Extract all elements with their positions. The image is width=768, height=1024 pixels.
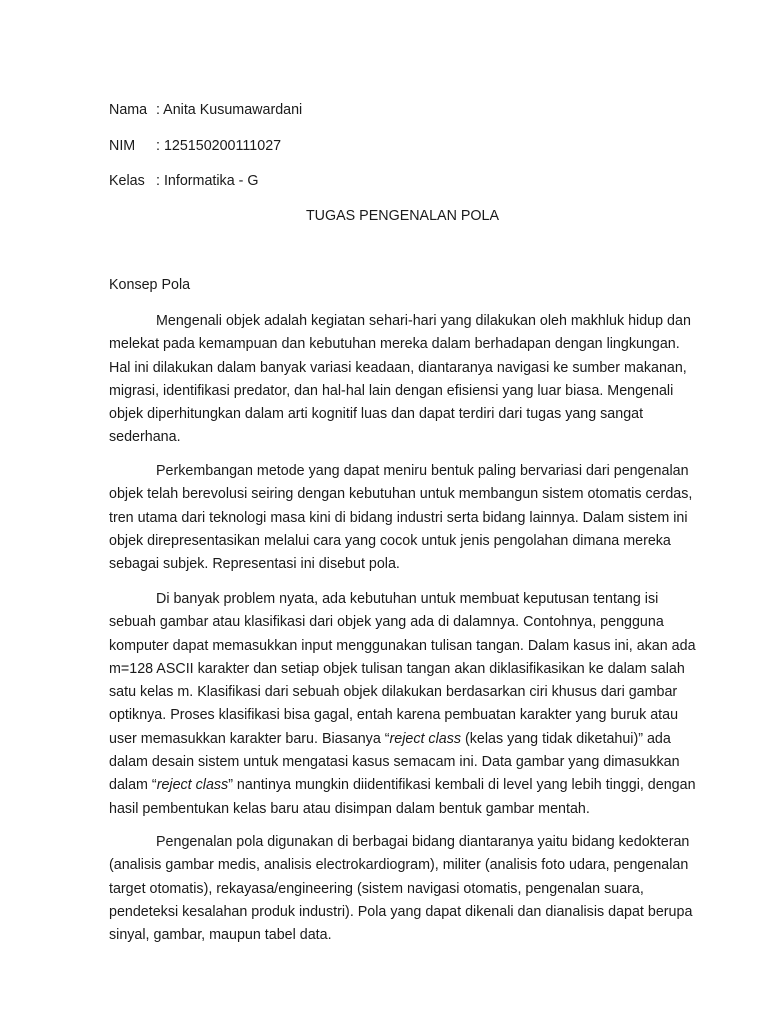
paragraph-line — [109, 728, 699, 751]
paragraph-line: (analisis gambar medis, analisis electrokardiogram), militer (analisis foto udara, pengenalan — [109, 857, 689, 874]
nim-value: : 125150200111027 — [156, 138, 282, 154]
paragraph-line: sebuah gambar atau klasifikasi dari objek yang ada di dalamnya. Contohnya, pengguna — [109, 614, 664, 631]
text-run: user memasukkan karakter baru. Biasanya “ — [109, 730, 390, 747]
text-run: ” nantinya mungkin diidentifikasi kembali di level yang lebih tinggi, dengan — [228, 777, 696, 794]
paragraph-line: melekat pada kemampuan dan kebutuhan mereka dalam berhadapan dengan lingkungan. — [109, 336, 680, 353]
paragraph-line: objek diperhitungkan dalam arti kognitif luas dan dapat terdiri dari tugas yang sangat — [109, 406, 644, 423]
paragraph-line: Perkembangan metode yang dapat meniru bentuk paling bervariasi dari pengenalan — [156, 463, 689, 479]
paragraph-line: satu kelas m. Klasifikasi dari sebuah objek dilakukan berdasarkan ciri khusus dari gambar — [109, 684, 678, 701]
paragraph-line: Hal ini dilakukan dalam banyak variasi keadaan, diantaranya navigasi ke sumber makanan, — [109, 359, 687, 376]
text-run: (kelas yang tidak diketahui)” ada — [461, 730, 671, 747]
paragraph-line: Di banyak problem nyata, ada kebutuhan untuk membuat keputusan tentang isi — [156, 591, 659, 607]
document-title: TUGAS PENGENALAN POLA — [305, 208, 500, 224]
paragraph-line: sebagai subjek. Representasi ini disebut pola. — [109, 556, 400, 573]
paragraph-line: Pengenalan pola digunakan di berbagai bidang diantaranya yaitu bidang kedokteran — [156, 834, 690, 850]
nama-label: Nama — [109, 102, 148, 118]
paragraph-line: dalam desain sistem untuk mengatasi kasus semacam ini. Data gambar yang dimasukkan — [109, 754, 680, 771]
paragraph-line: sinyal, gambar, maupun tabel data. — [109, 927, 332, 944]
paragraph-line: objek direpresentasikan melalui cara yang cocok untuk jenis pengolahan dimana mereka — [109, 532, 671, 549]
paragraph-line: sederhana. — [109, 429, 181, 446]
paragraph-line: tren utama dari teknologi masa kini di bidang industri serta bidang lainnya. Dalam sistem ini — [109, 509, 688, 526]
nama-row — [109, 102, 302, 119]
section-heading: Konsep Pola — [109, 277, 191, 293]
nama-value: : Anita Kusumawardani — [156, 102, 303, 118]
kelas-row — [109, 173, 259, 190]
paragraph-line: hasil pembentukan kelas baru atau disimpan dalam bentuk gambar mentah. — [109, 800, 590, 817]
nim-row — [109, 138, 281, 155]
paragraph-1 — [109, 310, 699, 450]
emphasis-text: reject class — [389, 730, 462, 747]
kelas-label: Kelas — [109, 173, 145, 189]
paragraph-4 — [109, 831, 699, 947]
text-run: dalam “ — [109, 777, 157, 794]
paragraph-line — [109, 774, 699, 797]
paragraph-line: komputer dapat memasukkan input menggunakan tulisan tangan. Dalam kasus ini, akan ada — [109, 637, 696, 654]
paragraph-line: target otomatis), rekayasa/engineering (sistem navigasi otomatis, pengenalan suara, — [109, 880, 644, 897]
paragraph-line: Mengenali objek adalah kegiatan sehari-hari yang dilakukan oleh makhluk hidup dan — [156, 313, 691, 329]
paragraph-line: pendeteksi kesalahan produk industri). Pola yang dapat dikenali dan dianalisis dapat berupa — [109, 903, 693, 920]
emphasis-text: reject class — [156, 777, 229, 794]
paragraph-line: objek telah berevolusi seiring dengan kebutuhan untuk membangun sistem otomatis cerdas, — [109, 486, 693, 503]
paragraph-line: migrasi, identifikasi predator, dan hal-hal lain dengan efisiensi yang luar biasa. Mengenali — [109, 382, 674, 399]
kelas-value: : Informatika - G — [156, 173, 259, 189]
paragraph-line: m=128 ASCII karakter dan setiap objek tulisan tangan akan diklasifikasikan ke dalam salah — [109, 660, 685, 677]
nim-label: NIM — [109, 138, 136, 154]
paragraph-2 — [109, 460, 699, 576]
paragraph-line: optiknya. Proses klasifikasi bisa gagal, entah karena pembuatan karakter yang buruk atau — [109, 707, 679, 724]
paragraph-3 — [109, 588, 699, 821]
